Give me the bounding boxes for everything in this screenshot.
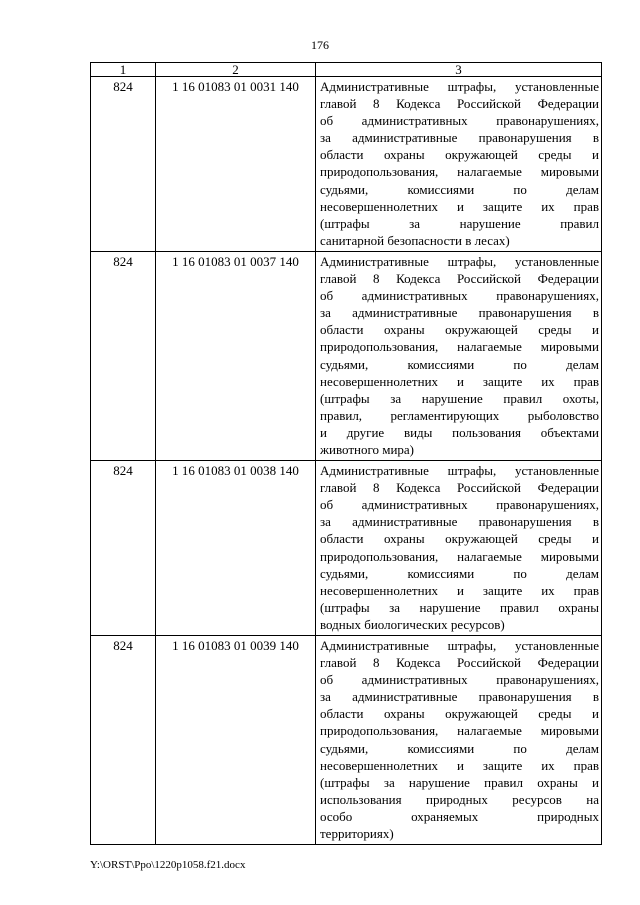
description-line: особо охраняемых природных — [320, 808, 599, 824]
description-line: об административных правонарушениях, — [320, 288, 599, 304]
description-line: природопользования, налагаемые мировыми — [320, 339, 599, 355]
description-cell — [316, 251, 602, 460]
description-line: главой 8 Кодекса Российской Федерации — [320, 96, 599, 112]
description-line: использования природных ресурсов на — [320, 791, 599, 807]
description-line: природопользования, налагаемые мировыми — [320, 723, 599, 739]
admin-code-cell: 824 — [91, 251, 156, 460]
budget-code-cell: 1 16 01083 01 0031 140 — [156, 77, 316, 252]
description-line: и другие виды пользования объектами — [320, 424, 599, 440]
description-line: Административные штрафы, установленные — [320, 79, 599, 94]
budget-code-cell: 1 16 01083 01 0039 140 — [156, 636, 316, 845]
description-line: несовершеннолетних и защите их прав — [320, 373, 599, 389]
description-line: судьями, комиссиями по делам — [320, 356, 599, 372]
description-line: несовершеннолетних и защите их прав — [320, 582, 599, 598]
admin-code-cell: 824 — [91, 636, 156, 845]
description-line: судьями, комиссиями по делам — [320, 181, 599, 197]
description-line: (штрафы за нарушение правил охраны и — [320, 774, 599, 790]
description-line: об административных правонарушениях, — [320, 113, 599, 129]
header-col-2: 2 — [156, 63, 316, 77]
description-line: за административные правонарушения в — [320, 689, 599, 705]
description-line: несовершеннолетних и защите их прав — [320, 757, 599, 773]
description-line: (штрафы за нарушение правил охоты, — [320, 390, 599, 406]
page-number: 176 — [311, 38, 329, 52]
description-line: главой 8 Кодекса Российской Федерации — [320, 271, 599, 287]
description-line: главой 8 Кодекса Российской Федерации — [320, 655, 599, 671]
description-line: природопользования, налагаемые мировыми — [320, 164, 599, 180]
description-cell — [316, 77, 602, 252]
description-line: судьями, комиссиями по делам — [320, 565, 599, 581]
table-header-row — [91, 63, 602, 77]
budget-code-cell: 1 16 01083 01 0038 140 — [156, 461, 316, 636]
description-line: санитарной безопасности в лесах) — [320, 232, 510, 248]
admin-code-cell: 824 — [91, 77, 156, 252]
description-line: за административные правонарушения в — [320, 514, 599, 530]
description-line: за административные правонарушения в — [320, 130, 599, 146]
description-line: водных биологических ресурсов) — [320, 616, 505, 632]
description-line: территориях) — [320, 826, 394, 842]
table-row — [91, 636, 602, 845]
description-line: Административные штрафы, установленные — [320, 253, 599, 269]
table-row — [91, 461, 602, 636]
description-line: животного мира) — [320, 441, 414, 457]
description-line: Административные штрафы, установленные — [320, 638, 599, 653]
description-line: области охраны окружающей среды и — [320, 322, 599, 338]
description-line: за административные правонарушения в — [320, 305, 599, 321]
description-line: Административные штрафы, установленные — [320, 463, 599, 479]
header-col-3: 3 — [316, 63, 602, 77]
table-row — [91, 77, 602, 252]
description-line: области охраны окружающей среды и — [320, 706, 599, 722]
kbk-table — [90, 62, 602, 845]
description-line: природопользования, налагаемые мировыми — [320, 548, 599, 564]
description-cell — [316, 636, 602, 845]
header-col-1: 1 — [91, 63, 156, 77]
description-line: несовершеннолетних и защите их прав — [320, 198, 599, 214]
description-line: об административных правонарушениях, — [320, 497, 599, 513]
description-line: правил, регламентирующих рыболовство — [320, 407, 599, 423]
description-cell — [316, 461, 602, 636]
admin-code-cell: 824 — [91, 461, 156, 636]
budget-code-cell: 1 16 01083 01 0037 140 — [156, 251, 316, 460]
description-line: судьями, комиссиями по делам — [320, 740, 599, 756]
description-line: (штрафы за нарушение правил охраны — [320, 599, 599, 615]
description-line: области охраны окружающей среды и — [320, 147, 599, 163]
description-line: об административных правонарушениях, — [320, 672, 599, 688]
description-line: главой 8 Кодекса Российской Федерации — [320, 480, 599, 496]
description-line: области охраны окружающей среды и — [320, 531, 599, 547]
table-row — [91, 251, 602, 460]
footer-file-path: Y:\ORST\Ppo\1220p1058.f21.docx — [90, 859, 246, 871]
description-line: (штрафы за нарушение правил — [320, 215, 599, 231]
